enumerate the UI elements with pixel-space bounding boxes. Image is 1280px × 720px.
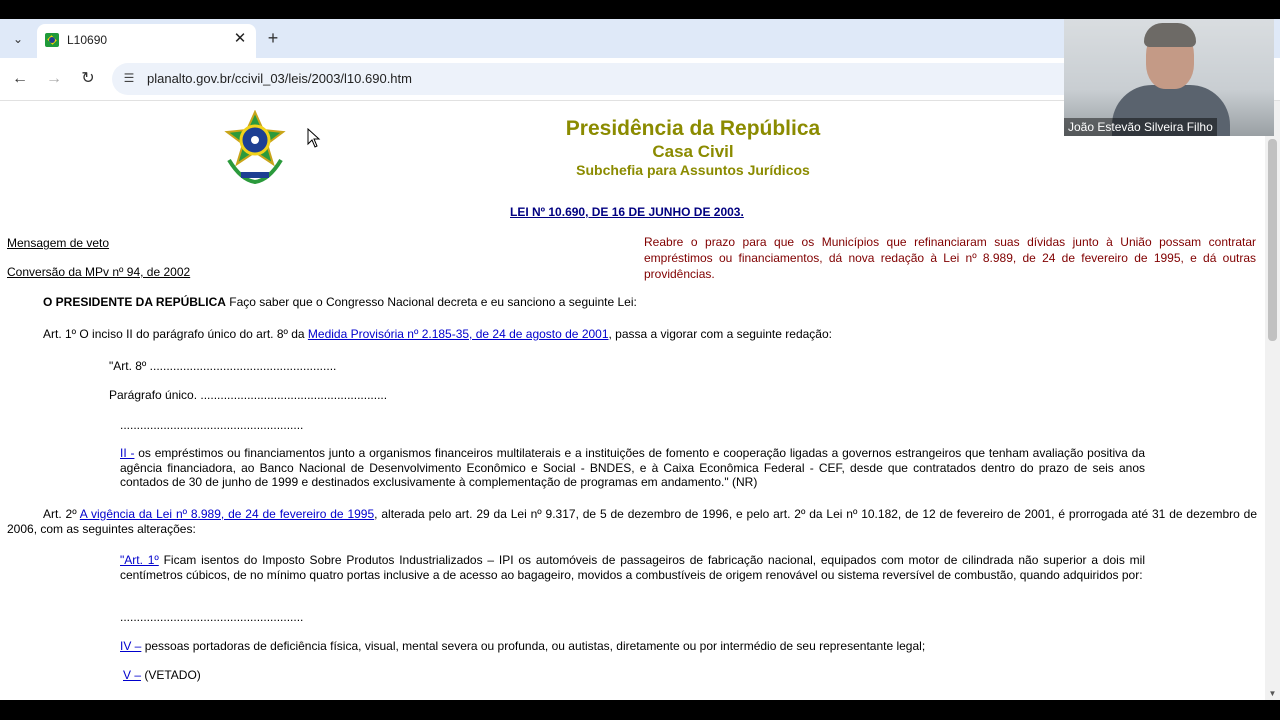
chevron-down-icon[interactable]: ⌄ bbox=[12, 32, 24, 46]
mp-2185-link[interactable]: Medida Provisória nº 2.185-35, de 24 de agosto de 2001 bbox=[307, 327, 609, 341]
preamble bbox=[43, 295, 637, 310]
screen-bottom-border bbox=[0, 700, 1280, 720]
inciso-4-link[interactable]: IV – bbox=[120, 639, 142, 653]
scroll-down-arrow-icon[interactable]: ▼ bbox=[1268, 689, 1277, 698]
back-arrow-icon[interactable]: ← bbox=[12, 70, 28, 87]
tab-title: L10690 bbox=[67, 33, 108, 47]
mpv-conversion-link[interactable]: Conversão da MPv nº 94, de 2002 bbox=[7, 265, 191, 279]
law-8989-link[interactable]: A vigência da Lei nº 8.989, de 24 de fevereiro de 1995 bbox=[79, 507, 375, 521]
web-page bbox=[0, 101, 1265, 700]
page-subtitle: Casa Civil bbox=[652, 142, 734, 161]
veto-message-link[interactable]: Mensagem de veto bbox=[7, 236, 110, 250]
page-title: Presidência da República bbox=[565, 117, 821, 140]
law-summary: Reabre o prazo para que os Municípios que refinanciaram suas dívidas junto à União possam contratar empréstimos ou financiamentos, dá nova redação à Lei nº 8.989, de 24 de fevereiro de 1995, e dá outras providências. bbox=[644, 235, 1256, 281]
webcam-overlay bbox=[1064, 19, 1274, 136]
forward-arrow-icon[interactable]: → bbox=[46, 70, 62, 87]
article-8-quote: "Art. 8º ........................................................ bbox=[109, 359, 337, 373]
close-icon[interactable]: ✕ bbox=[233, 30, 247, 47]
inciso-5-text: (VETADO) bbox=[141, 668, 201, 682]
article-1-ipi bbox=[120, 553, 1145, 582]
inciso-2-text: os empréstimos ou financiamentos junto a organismos financeiros multilaterais e a instituições de fomento e cooperação ligadas a governos estrangeiros que tenham avaliação positiva da agência financiadora, ao Banco Nacional de Desenvolvimento Econômico e Social - BNDES, e à Caixa Econômica Federal - CEF, desde que contratados dentro do prazo de seis anos contados de 30 de junho de 1999 e destinados exclusivamente à complementação de programas em andamento." (NR) bbox=[120, 446, 1145, 489]
article-1-ipi-link[interactable]: "Art. 1º bbox=[120, 553, 159, 567]
screen-top-border bbox=[0, 0, 1280, 19]
article-2-prefix: Art. 2º bbox=[43, 507, 80, 521]
paragraph-unique: Parágrafo único. ........................................................ bbox=[109, 388, 388, 402]
scrollbar-thumb[interactable] bbox=[1268, 139, 1277, 341]
reload-icon[interactable]: ↻ bbox=[81, 70, 95, 87]
presenter-hair bbox=[1144, 23, 1196, 47]
ellipsis-2: ....................................................... bbox=[120, 610, 304, 624]
page-subheading: Subchefia para Assuntos Jurídicos bbox=[576, 162, 810, 178]
tune-icon[interactable]: ☰ bbox=[123, 71, 135, 85]
inciso-2-link[interactable]: II - bbox=[120, 446, 135, 460]
coat-of-arms-icon bbox=[221, 110, 289, 186]
ellipsis-1: ....................................................... bbox=[120, 418, 304, 432]
article-1-ipi-text: Ficam isentos do Imposto Sobre Produtos Industrializados – IPI os automóveis de passageiros de fabricação nacional, equipados com motor de cilindrada não superior a dois mil centímetros cúbicos, de no mínimo quatro portas inclusive a de acesso ao bagageiro, movidos a combustíveis de origem renovável ou sistema reversível de combustão, quando adquiridos por: bbox=[120, 553, 1145, 582]
inciso-4 bbox=[120, 639, 925, 654]
flag-favicon-icon bbox=[45, 33, 59, 47]
article-1-prefix: Art. 1º O inciso II do parágrafo único do art. 8º da bbox=[43, 327, 308, 341]
article-1 bbox=[43, 327, 832, 342]
law-title-link[interactable]: LEI Nº 10.690, DE 16 DE JUNHO DE 2003. bbox=[510, 205, 744, 219]
inciso-5 bbox=[123, 668, 201, 683]
plus-icon[interactable]: + bbox=[267, 28, 279, 48]
page-scrollbar[interactable] bbox=[1265, 101, 1280, 700]
article-2 bbox=[7, 507, 1257, 536]
browser-tab[interactable] bbox=[37, 24, 256, 58]
article-1-suffix: , passa a vigorar com a seguinte redação: bbox=[608, 327, 832, 341]
preamble-bold: O PRESIDENTE DA REPÚBLICA bbox=[43, 295, 226, 309]
preamble-text: Faço saber que o Congresso Nacional decreta e eu sanciono a seguinte Lei: bbox=[225, 295, 637, 309]
article-2-suffix: , alterada pelo art. 29 da Lei nº 9.317, de 5 de dezembro de 1996, e pelo art. 2º da Lei nº 10.182, de 12 de fevereiro de 2001, é prorrogada até 31 de dezembro de 2006, com as seguintes alterações: bbox=[7, 507, 1257, 536]
presenter-name: João Estevão Silveira Filho bbox=[1064, 118, 1217, 136]
inciso-2 bbox=[120, 446, 1145, 490]
inciso-5-link[interactable]: V – bbox=[123, 668, 142, 682]
url-text[interactable]: planalto.gov.br/ccivil_03/leis/2003/l10.690.htm bbox=[147, 71, 412, 86]
address-bar[interactable] bbox=[112, 63, 1112, 95]
inciso-4-text: pessoas portadoras de deficiência física, visual, mental severa ou profunda, ou autistas, diretamente ou por intermédio de seu representante legal; bbox=[141, 639, 926, 653]
mouse-cursor-icon bbox=[307, 128, 321, 148]
